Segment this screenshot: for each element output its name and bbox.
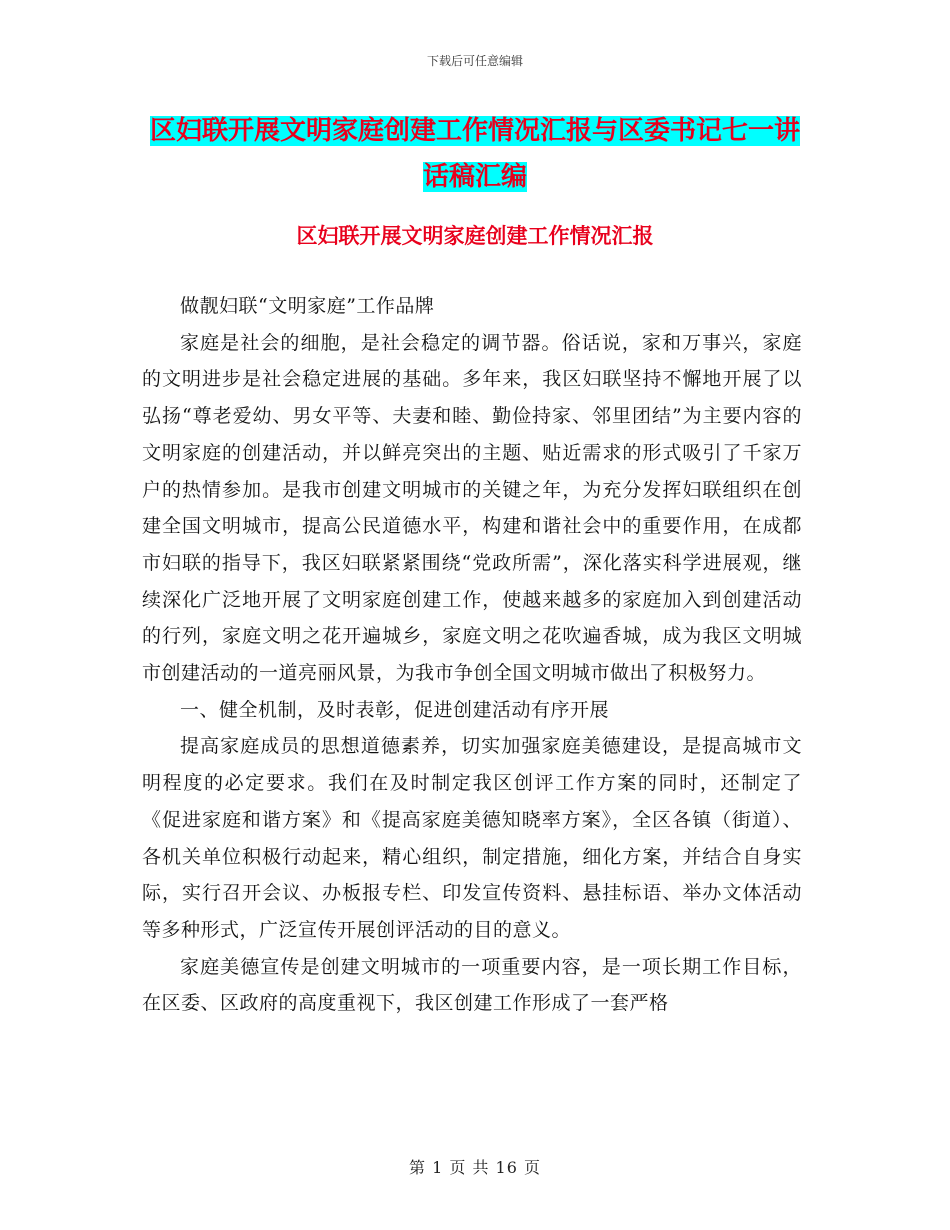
section-heading: 一、健全机制，及时表彰，促进创建活动有序开展 bbox=[180, 698, 610, 721]
document-title bbox=[150, 108, 800, 200]
document-title-text: 区妇联开展文明家庭创建工作情况汇报与区委书记七一讲话稿汇编 bbox=[150, 116, 801, 192]
page-footer: 第 1 页 共 16 页 bbox=[409, 1158, 541, 1177]
paragraph: 家庭美德宣传是创建文明城市的一项重要内容，是一项长期工作目标，在区委、区政府的高度重视下，我区创建工作形成了一套严格 bbox=[142, 955, 802, 1015]
header-note: 下载后可任意编辑 bbox=[426, 54, 523, 68]
section-title: 区妇联开展文明家庭创建工作情况汇报 bbox=[296, 223, 654, 248]
paragraph: 提高家庭成员的思想道德素养，切实加强家庭美德建设，是提高城市文明程度的必定要求。我们在及时制定我区创评工作方案的同时，还制定了《促进家庭和谐方案》和《提高家庭美德知晓率方案》，全区各镇（街道）、各机关单位积极行动起来，精心组织，制定措施，细化方案，并结合自身实际，实行召开会议、办板报专栏、印发宣传资料、悬挂标语、举办文体活动等多种形式，广泛宣传开展创评活动的目的意义。 bbox=[142, 735, 802, 941]
paragraph-subtitle: 做靓妇联“文明家庭”工作品牌 bbox=[180, 295, 435, 317]
paragraph: 家庭是社会的细胞，是社会稳定的调节器。俗话说，家和万事兴，家庭的文明进步是社会稳定进展的基础。多年来，我区妇联坚持不懈地开展了以弘扬“尊老爱幼、男女平等、夫妻和睦、勤俭持家、邻里团结”为主要内容的文明家庭的创建活动，并以鲜亮突出的主题、贴近需求的形式吸引了千家万户的热情参加。是我市创建文明城市的关键之年，为充分发挥妇联组织在创建全国文明城市，提高公民道德水平，构建和谐社会中的重要作用，在成都市妇联的指导下，我区妇联紧紧围绕“党政所需”，深化落实科学进展观，继续深化广泛地开展了文明家庭创建工作，使越来越多的家庭加入到创建活动的行列，家庭文明之花开遍城乡，家庭文明之花吹遍香城，成为我区文明城市创建活动的一道亮丽风景，为我市争创全国文明城市做出了积极努力。 bbox=[142, 331, 802, 685]
document-body bbox=[142, 288, 802, 1022]
